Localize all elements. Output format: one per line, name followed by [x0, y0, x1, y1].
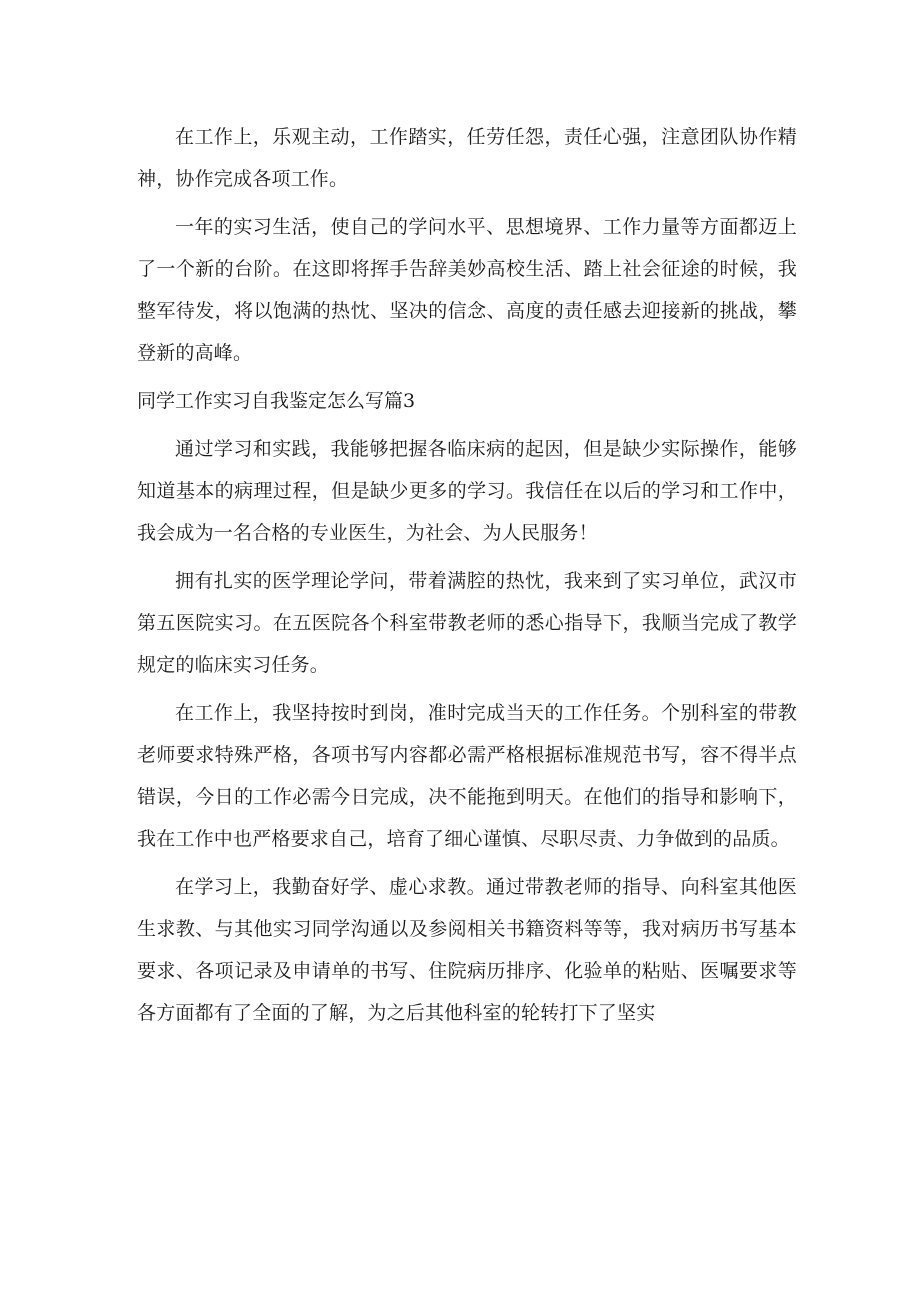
paragraph-hospital-internship: 拥有扎实的医学理论学问，带着满腔的热忱，我来到了实习单位，武汉市第五医院实习。在五医院各个科室带教老师的悉心指导下，我顺当完成了教学规定的临床实习任务。: [137, 570, 797, 676]
paragraph-learning-practice: 通过学习和实践，我能够把握各临床病的起因，但是缺少实际操作，能够知道基本的病理过程，但是缺少更多的学习。我信任在以后的学习和工作中，我会成为一名合格的专业医生，为社会、为人民服务！: [137, 438, 797, 544]
paragraph-work-attitude: 在工作上，我坚持按时到岗，准时完成当天的工作任务。个别科室的带教老师要求特殊严格，各项书写内容都必需严格根据标准规范书写，容不得半点错误，今日的工作必需今日完成，决不能拖到明天。在他们的指导和影响下，我在工作中也严格要求自己，培育了细心谨慎、尽职尽责、力争做到的品质。: [137, 702, 797, 850]
section-heading: 同学工作实习自我鉴定怎么写篇3: [137, 390, 416, 412]
paragraph-teamwork: 在工作上，乐观主动，工作踏实，任劳任怨，责任心强，注意团队协作精神，协作完成各项工作。: [137, 126, 797, 190]
document-page: [137, 116, 797, 1034]
paragraph-study-attitude: 在学习上，我勤奋好学、虚心求教。通过带教老师的指导、向科室其他医生求教、与其他实习同学沟通以及参阅相关书籍资料等等，我对病历书写基本要求、各项记录及申请单的书写、住院病历排序、化验单的粘贴、医嘱要求等各方面都有了全面的了解，为之后其他科室的轮转打下了坚实: [137, 876, 797, 1024]
paragraph-internship-year: 一年的实习生活，使自己的学问水平、思想境界、工作力量等方面都迈上了一个新的台阶。在这即将挥手告辞美妙高校生活、踏上社会征途的时候，我整军待发，将以饱满的热忱、坚决的信念、高度的责任感去迎接新的挑战，攀登新的高峰。: [137, 216, 797, 364]
